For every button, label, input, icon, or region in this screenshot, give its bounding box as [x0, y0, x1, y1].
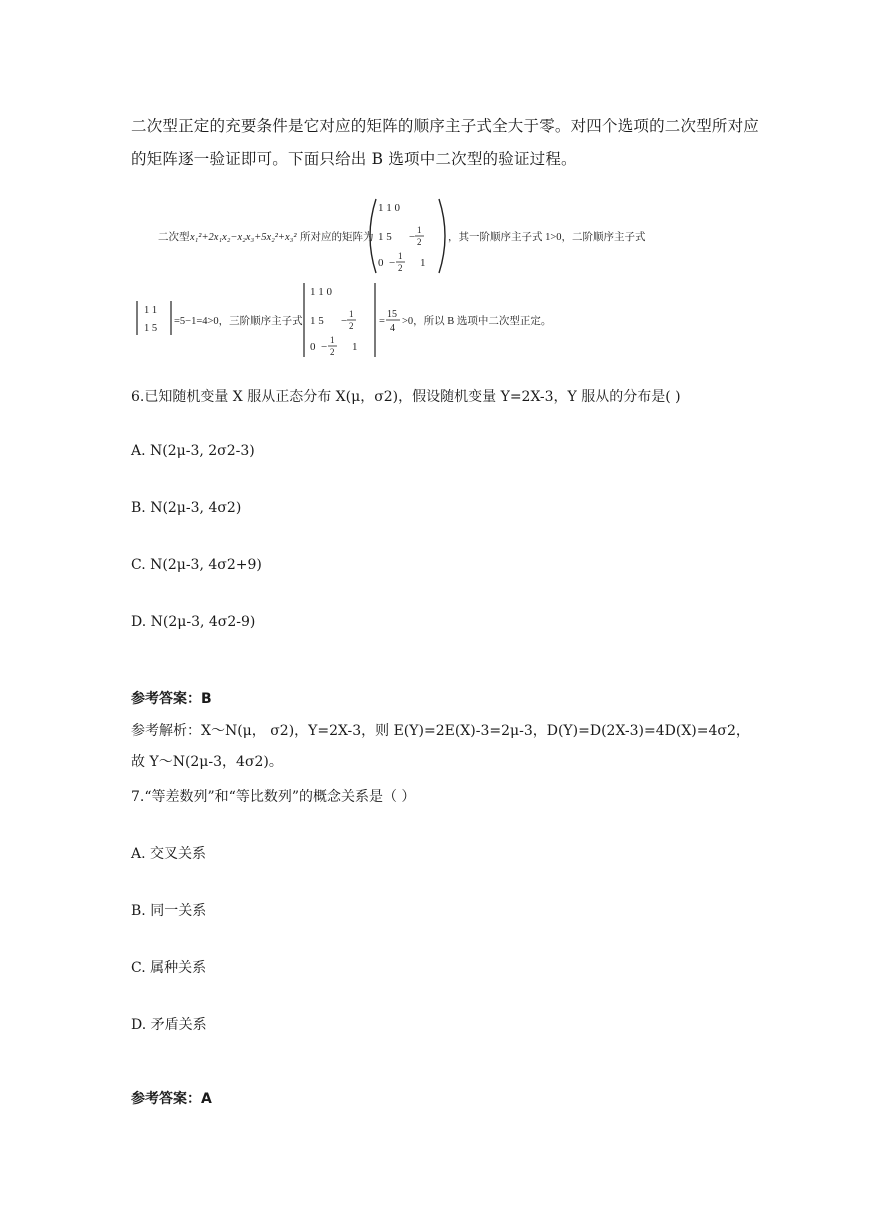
q7-option-b: B. 同一关系 [131, 903, 207, 919]
q6-option-d: D. N(2μ-3, 4σ2-9) [131, 614, 256, 630]
svg-text:2: 2 [349, 321, 354, 331]
q7-option-c: C. 属种关系 [131, 960, 207, 976]
fraction-numerator: 15 [387, 309, 397, 320]
svg-text:1: 1 [398, 251, 403, 261]
q6-answer: 参考答案：B [131, 691, 212, 707]
quadratic-form-figure [130, 193, 646, 363]
svg-text:2: 2 [398, 263, 403, 273]
q6-option-a: A. N(2μ-3, 2σ2-3) [131, 443, 255, 459]
det3-row3: 0 [310, 341, 316, 353]
det2-row1: 1 1 [144, 305, 158, 316]
det2-row2: 1 5 [144, 323, 158, 334]
question-6-stem: 6.已知随机变量 X 服从正态分布 X(μ，σ2)，假设随机变量 Y=2X-3，Y 服从的分布是( ) [131, 389, 681, 405]
question-7-stem: 7.“等差数列”和“等比数列”的概念关系是（ ） [131, 789, 416, 805]
intro-line-2: 的矩阵逐一验证即可。下面只给出 B 选项中二次型的验证过程。 [131, 150, 577, 168]
q6-explanation-line-1: 参考解析：X～N(μ， σ2)，Y=2X-3，则 E(Y)=2E(X)-3=2μ-3，D(Y)=D(2X-3)=4D(X)=4σ2， [131, 723, 750, 739]
svg-text:2: 2 [417, 237, 422, 247]
svg-text:−: − [321, 341, 328, 353]
matrix-right-paren [439, 199, 445, 273]
svg-text:−: − [341, 315, 348, 327]
quadratic-form-expression: x₁²+2x₁x₂−x₂x₃+5x₂²+x₃² [190, 232, 297, 243]
figure-row1-prefix: 二次型 [158, 232, 190, 243]
matrix-row1: 1 1 0 [378, 202, 400, 214]
fraction-denominator: 4 [390, 323, 395, 334]
matrix-row2: 1 5 [378, 231, 392, 243]
svg-text:1: 1 [330, 335, 335, 345]
q6-option-b: B. N(2μ-3, 4σ2) [131, 500, 242, 516]
svg-text:1: 1 [349, 309, 354, 319]
det3-row1: 1 1 0 [310, 286, 332, 298]
q7-option-a: A. 交叉关系 [131, 846, 207, 862]
figure-row2-suffix: >0，所以 B 选项中二次型正定。 [402, 316, 552, 327]
q7-answer: 参考答案：A [131, 1091, 212, 1107]
figure-row2-mid: =5−1=4>0，三阶顺序主子式 [174, 316, 303, 327]
q6-option-c: C. N(2μ-3, 4σ2+9) [131, 557, 262, 573]
svg-text:2: 2 [330, 347, 335, 357]
svg-text:=: = [379, 316, 385, 327]
svg-text:1: 1 [420, 257, 426, 269]
svg-text:−: − [409, 231, 416, 243]
svg-text:−: − [389, 257, 396, 269]
svg-text:1: 1 [352, 341, 358, 353]
svg-text:1: 1 [417, 225, 422, 235]
q6-explanation-line-2: 故 Y～N(2μ-3，4σ2)。 [131, 754, 283, 770]
figure-row1-suffix: ，其一阶顺序主子式 1>0，二阶顺序主子式 [448, 232, 646, 243]
q7-option-d: D. 矛盾关系 [131, 1017, 207, 1033]
figure-row1-mid: 所对应的矩阵为 [300, 232, 374, 243]
matrix-row3: 0 [378, 257, 384, 269]
intro-line-1: 二次型正定的充要条件是它对应的矩阵的顺序主子式全大于零。对四个选项的二次型所对应 [131, 117, 760, 135]
det3-row2: 1 5 [310, 315, 324, 327]
